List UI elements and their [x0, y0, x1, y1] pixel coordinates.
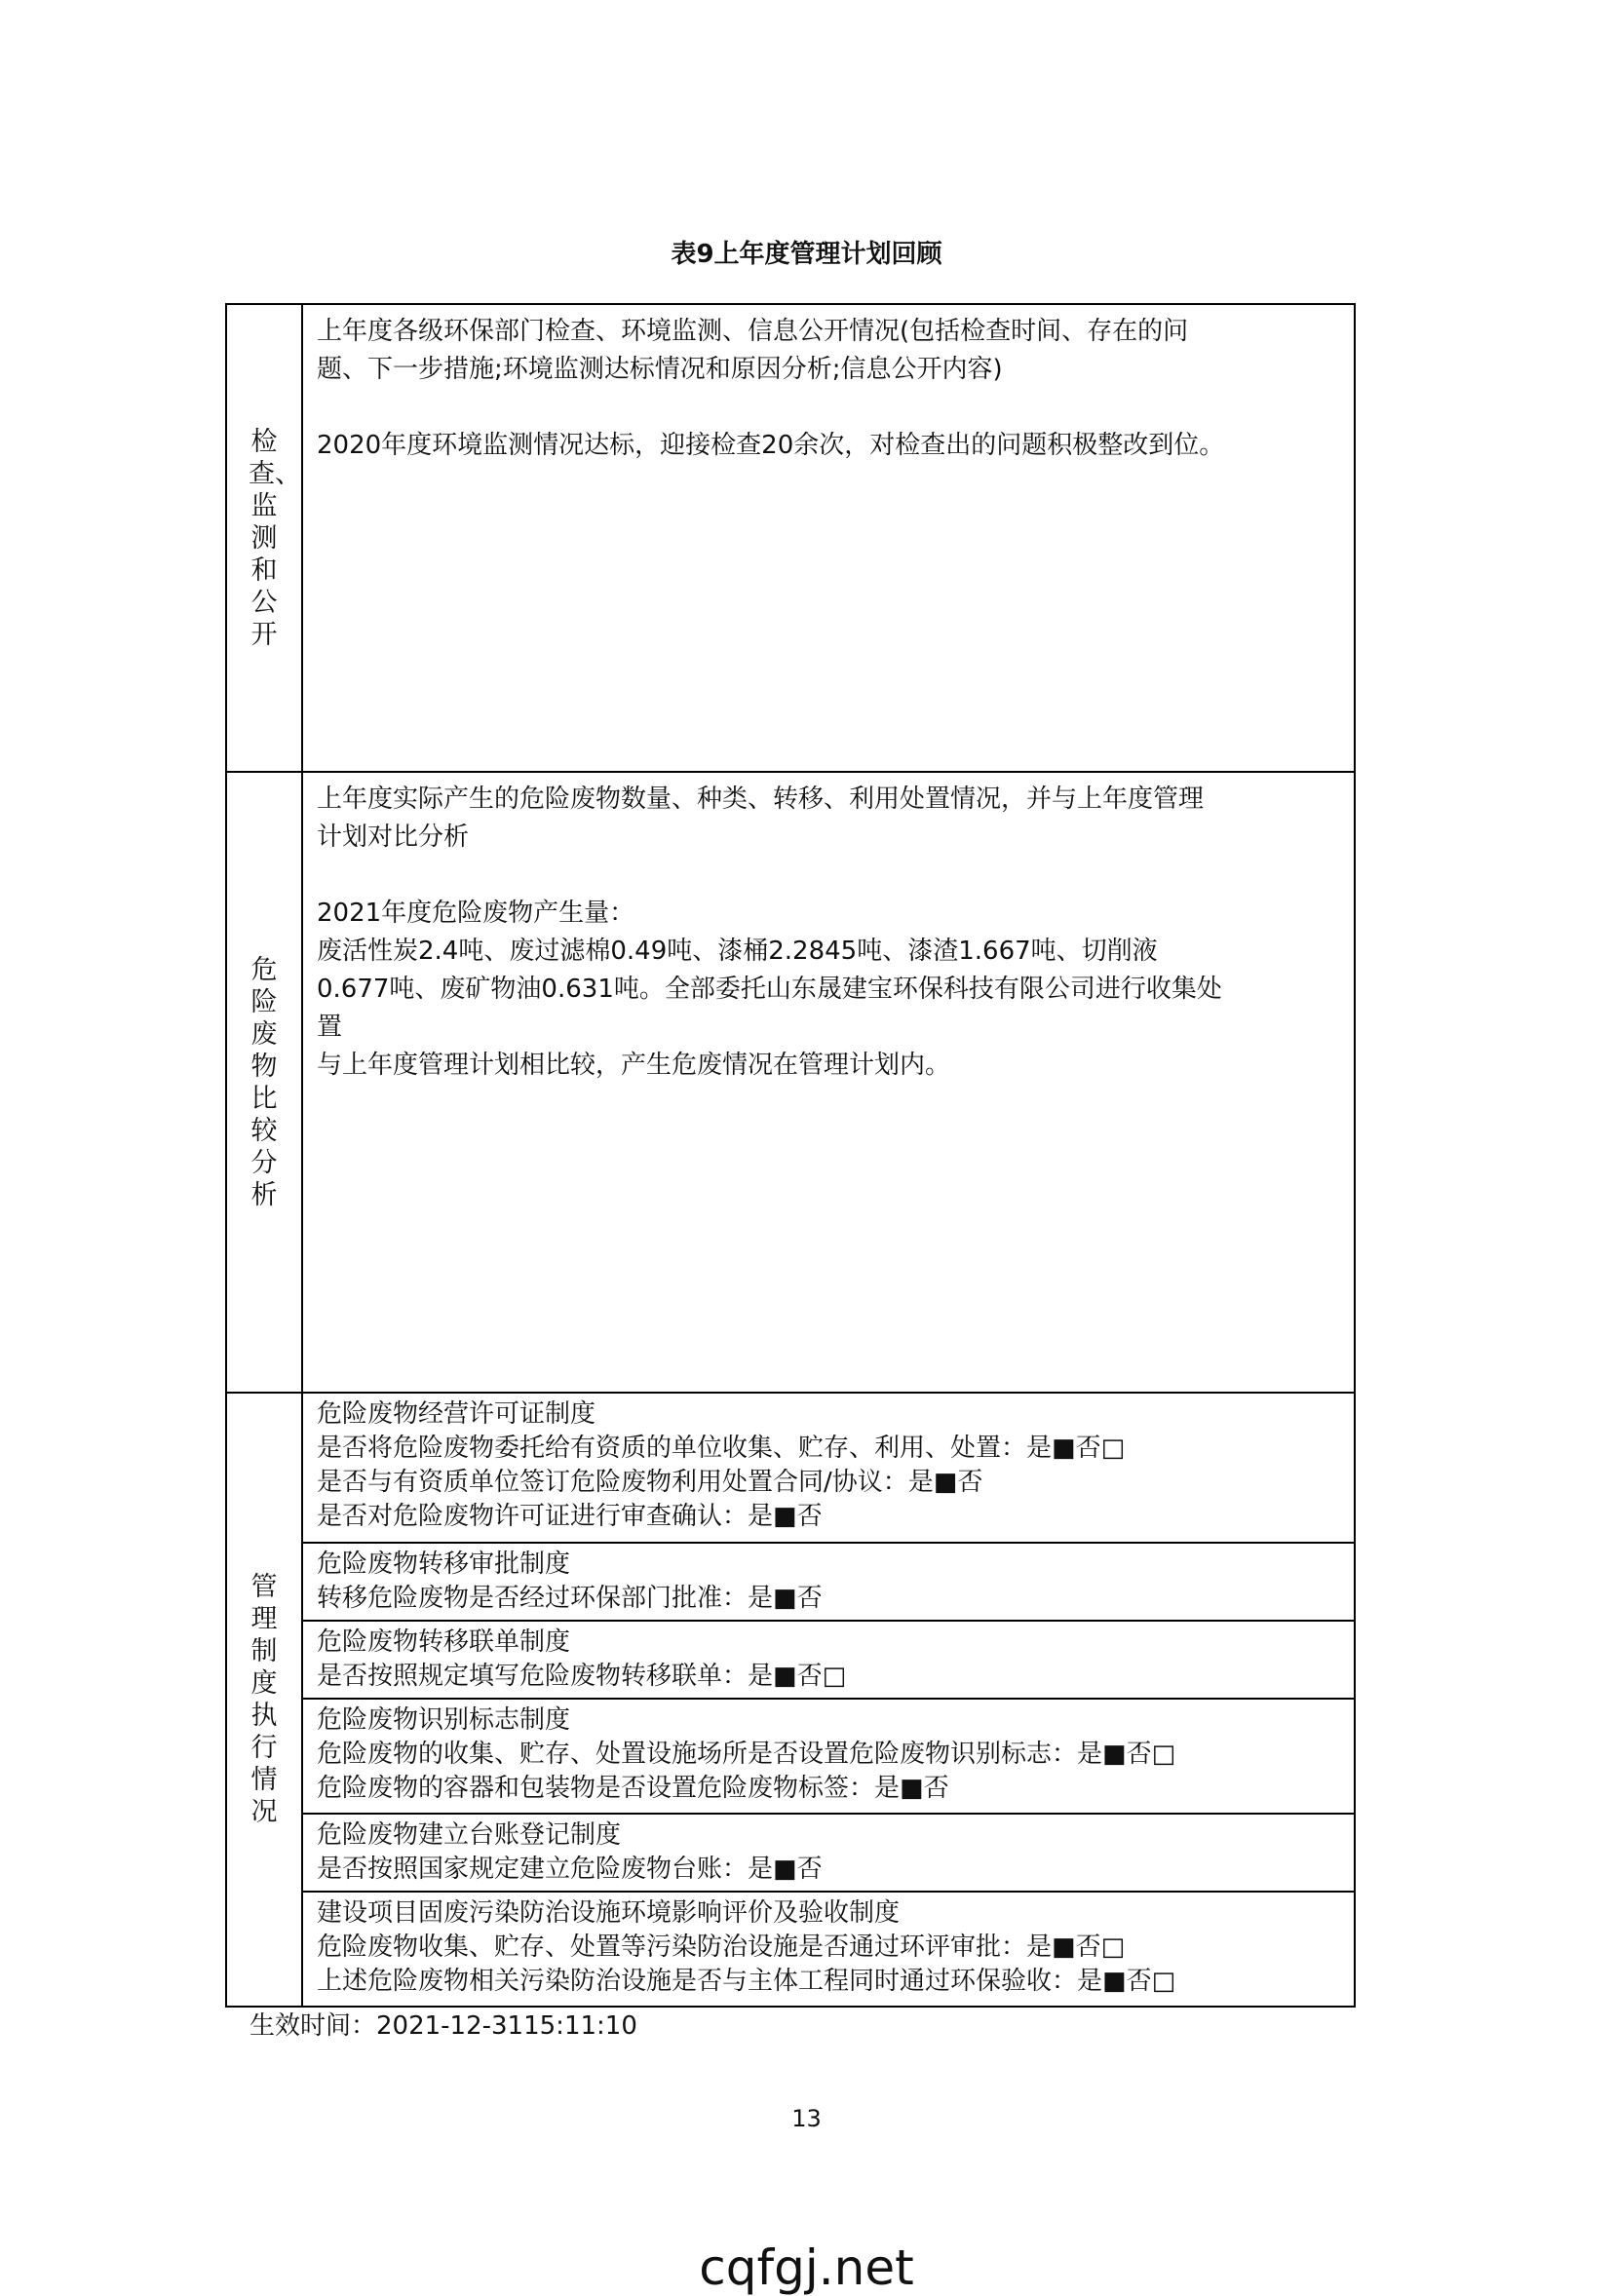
- page-title: 表9上年度管理计划回顾: [671, 240, 942, 269]
- text-line: 与上年度管理计划相比较，产生危废情况在管理计划内。: [317, 1051, 951, 1080]
- management-block-ledger: [302, 1814, 1355, 1892]
- checklist-item: 是否对危险废物许可证进行审查确认：是■否: [317, 1502, 823, 1531]
- management-label-cell: [226, 1393, 302, 2007]
- block-heading: 危险废物识别标志制度: [317, 1705, 571, 1735]
- text-line: 2021年度危险废物产生量：: [317, 899, 635, 928]
- text-line: 题、下一步措施;环境监测达标情况和原因分析;信息公开内容): [317, 355, 1003, 384]
- management-block-eia: [302, 1892, 1355, 2007]
- inspection-row: [226, 304, 1355, 772]
- inspection-label-cell: [226, 304, 302, 772]
- waste-analysis-label: 危险废物比较分析: [250, 954, 278, 1210]
- management-row: [226, 1699, 1355, 1814]
- checklist-item: 上述危险废物相关污染防治设施是否与主体工程同时通过环保验收：是■否□: [317, 1967, 1176, 1996]
- text-line: 上年度各级环保部门检查、环境监测、信息公开情况(包括检查时间、存在的问: [317, 317, 1189, 346]
- checklist-item: 危险废物收集、贮存、处置等污染防治设施是否通过环评审批：是■否□: [317, 1932, 1126, 1962]
- waste-analysis-label-cell: [226, 772, 302, 1393]
- review-table: [225, 303, 1356, 2008]
- management-block-transfer-manifest: [302, 1621, 1355, 1699]
- checklist-item: 危险废物的容器和包装物是否设置危险废物标签：是■否: [317, 1774, 949, 1803]
- management-row: [226, 1892, 1355, 2007]
- watermark: cqfgj.net: [699, 2239, 914, 2296]
- text-line: 2020年度环境监测情况达标，迎接检查20余次，对检查出的问题积极整改到位。: [317, 431, 1225, 460]
- management-block-identification: [302, 1699, 1355, 1814]
- checklist-item: 是否按照规定填写危险废物转移联单：是■否□: [317, 1662, 847, 1691]
- inspection-label: 检查、监测和公开: [249, 426, 301, 650]
- text-line: 0.677吨、废矿物油0.631吨。全部委托山东晟建宝环保科技有限公司进行收集处: [317, 975, 1222, 1004]
- checklist-item: 转移危险废物是否经过环保部门批准：是■否: [317, 1584, 823, 1613]
- effective-time: 生效时间：2021-12-3115:11:10: [250, 2011, 637, 2041]
- management-row: [226, 1814, 1355, 1892]
- management-block-license: [302, 1393, 1355, 1543]
- checklist-item: 是否按照国家规定建立危险废物台账：是■否: [317, 1855, 823, 1884]
- management-row: [226, 1543, 1355, 1621]
- block-heading: 危险废物建立台账登记制度: [317, 1820, 622, 1850]
- management-block-transfer-approval: [302, 1543, 1355, 1621]
- checklist-item: 危险废物的收集、贮存、处置设施场所是否设置危险废物识别标志：是■否□: [317, 1740, 1176, 1769]
- text-line: 废活性炭2.4吨、废过滤棉0.49吨、漆桶2.2845吨、漆渣1.667吨、切削液: [317, 937, 1158, 966]
- waste-analysis-content: [302, 772, 1355, 1393]
- management-label: 管理制度执行情况: [250, 1572, 278, 1827]
- text-line: 上年度实际产生的危险废物数量、种类、转移、利用处置情况，并与上年度管理: [317, 784, 1205, 814]
- waste-analysis-row: [226, 772, 1355, 1393]
- text-line: 计划对比分析: [317, 823, 470, 852]
- block-heading: 建设项目固废污染防治设施环境影响评价及验收制度: [317, 1898, 901, 1928]
- block-heading: 危险废物转移联单制度: [317, 1627, 571, 1657]
- block-heading: 危险废物经营许可证制度: [317, 1399, 596, 1429]
- checklist-item: 是否与有资质单位签订危险废物利用处置合同/协议：是■否: [317, 1468, 983, 1497]
- block-heading: 危险废物转移审批制度: [317, 1550, 571, 1579]
- checklist-item: 是否将危险废物委托给有资质的单位收集、贮存、利用、处置：是■否□: [317, 1434, 1126, 1463]
- management-row: [226, 1621, 1355, 1699]
- text-line: 置: [317, 1013, 343, 1042]
- management-row: [226, 1393, 1355, 1543]
- page-number: 13: [791, 2105, 822, 2132]
- inspection-content: [302, 304, 1355, 772]
